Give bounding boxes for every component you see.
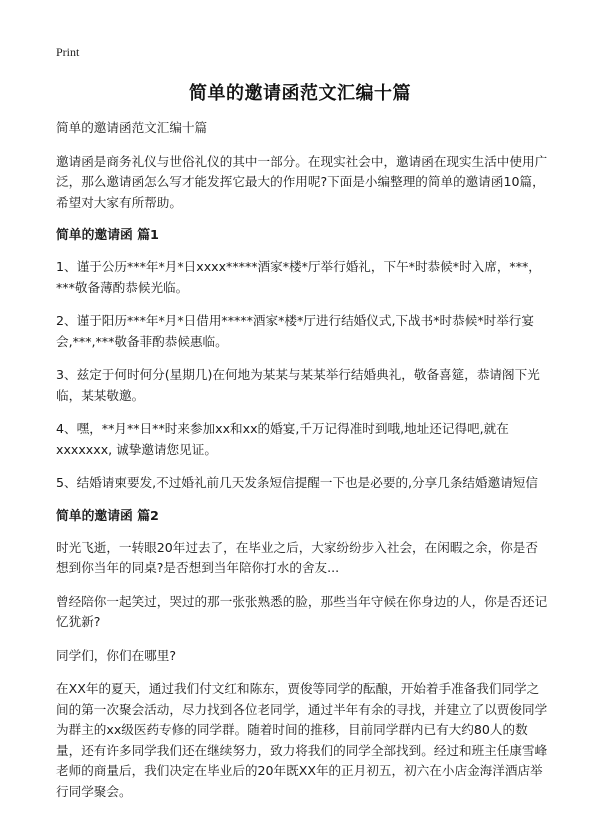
document-subtitle: 简单的邀请函范文汇编十篇 [56,120,208,135]
section-paragraph: 5、结婚请柬要发,不过婚礼前几天发条短信提醒一下也是必要的,分享几条结婚邀请短信 [56,475,538,490]
section-paragraph: 1、谨于公历***年*月*日xxxx*****酒家*楼*厅举行婚礼，下午*时恭候*时入席，***，***敬备薄酌恭候光临。 [56,259,541,295]
section-paragraph: 2、谨于阳历***年*月*日借用*****酒家*楼*厅进行结婚仪式,下战书*时恭候*时举行宴会,***,***敬备菲酌恭候惠临。 [56,313,534,349]
section-paragraph: 在XX年的夏天，通过我们付文红和陈东，贾俊等同学的酝酿，开始着手准备我们同学之间的第一次聚会活动，尽力找到各位老同学，通过半年有余的寻找，并建立了以贾俊同学为群主的xx级医药专修的同学群。随着时间的推移，目前同学群内已有大约80人的数量，还有许多同学我们还在继续努力，致力将我们的同学全部找到。经过和班主任康雪峰老师的商量后，我们决定在毕业后的20年既XX年的正月初五，初六在小店金海洋酒店举行同学聚会。 [56,681,548,799]
section-paragraph: 曾经陪你一起笑过，哭过的那一张张熟悉的脸，那些当年守候在你身边的人，你是否还记忆犹新? [56,593,548,629]
document-body [56,118,550,815]
intro-paragraph: 邀请函是商务礼仪与世俗礼仪的其中一部分。在现实社会中，邀请函在现实生活中使用广泛，那么邀请函怎么写才能发挥它最大的作用呢?下面是小编整理的简单的邀请函10篇，希望对大家有所帮助。 [56,153,548,210]
section-heading: 简单的邀请函 篇2 [56,508,159,524]
section-paragraph: 4、嘿，**月**日**时来参加xx和xx的婚宴,千万记得准时到哦,地址还记得吧,就在xxxxxxx, 诚挚邀请您见证。 [56,421,509,457]
page-title: 简单的邀请函范文汇编十篇 [189,83,411,104]
section-paragraph: 时光飞逝，一转眼20年过去了，在毕业之后，大家纷纷步入社会，在闲暇之余，你是否想到你当年的同桌?是否想到当年陪你打水的舍友... [56,539,538,575]
print-link[interactable]: Print [56,45,80,59]
section-heading: 简单的邀请函 篇1 [56,228,159,243]
section-paragraph: 同学们，你们在哪里? [56,647,177,663]
section-paragraph: 3、兹定于何时何分(星期几)在何地为某某与某某举行结婚典礼，敬备喜筵，恭请阁下光临，某某敬邀。 [56,367,540,403]
